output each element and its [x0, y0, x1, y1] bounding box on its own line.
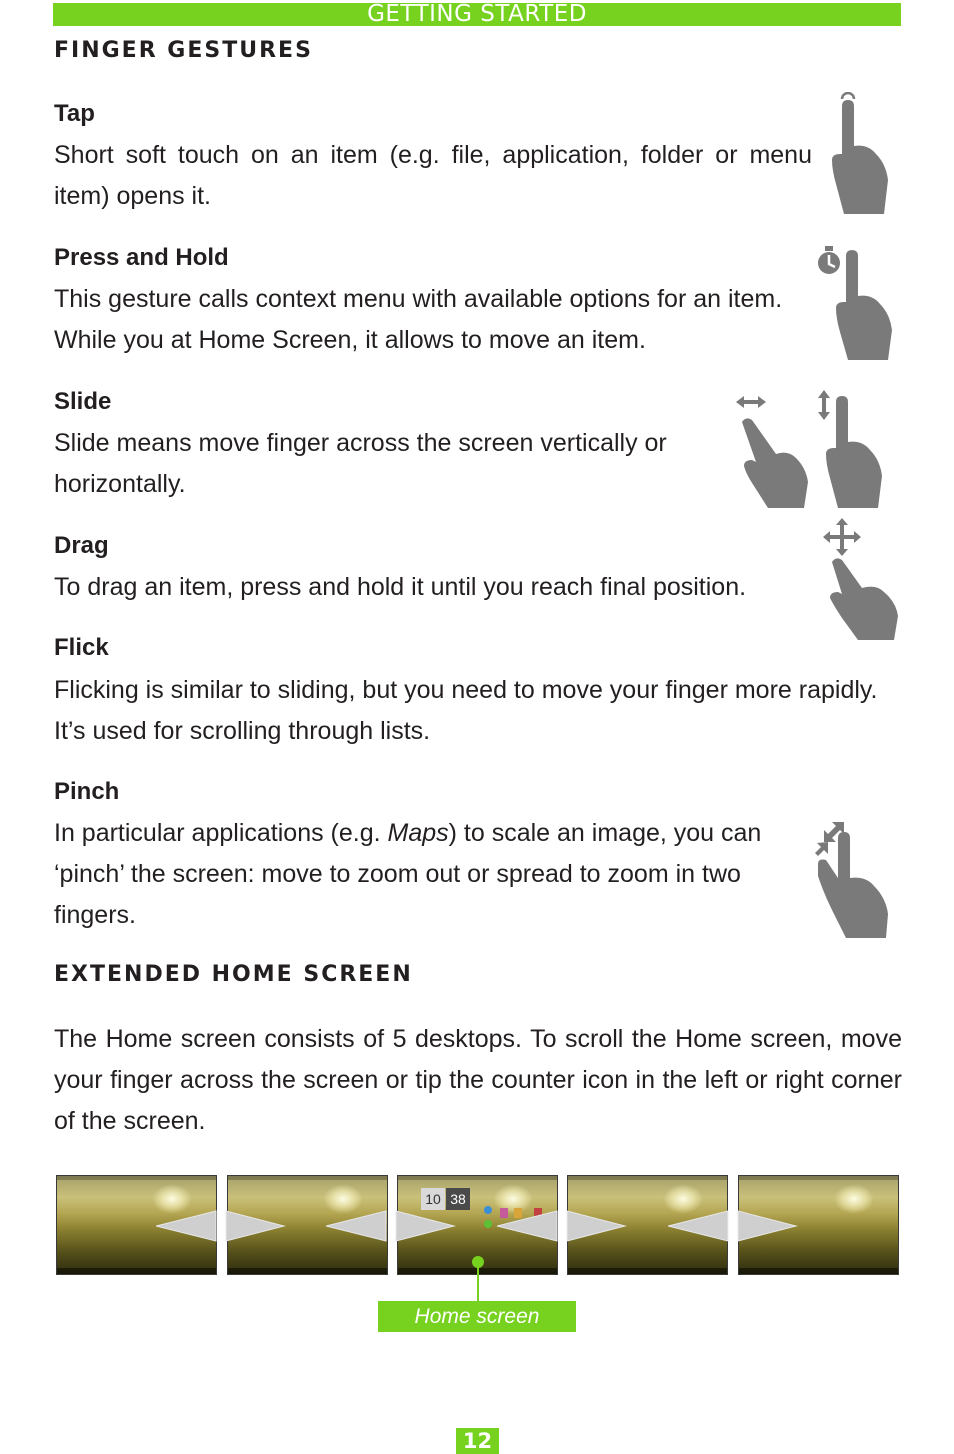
home-screen-callout-line [477, 1262, 479, 1302]
page-number: 12 [456, 1428, 499, 1454]
gesture-title-press-hold: Press and Hold [54, 244, 229, 271]
scroll-arrow-1-icon [156, 1209, 286, 1243]
clock-minutes: 38 [446, 1188, 470, 1210]
section-title-finger-gestures: FINGER GESTURES [54, 38, 313, 63]
clock-hours: 10 [421, 1188, 445, 1210]
gesture-text-pinch: In particular applications (e.g. Maps) to scale an image, you can ‘pinch’ the screen: move to zoom out or spread to zoom in two fingers. [54, 819, 762, 929]
gesture-title-drag: Drag [54, 532, 109, 559]
drag-hand-icon [812, 516, 900, 642]
gesture-text-slide: Slide means move finger across the screen vertically or horizontally. [54, 429, 667, 498]
gesture-text-flick: Flicking is similar to sliding, but you need to move your finger more rapidly. It’s used for scrolling through lists. [54, 676, 878, 745]
section-title-extended-home: EXTENDED HOME SCREEN [54, 962, 413, 987]
maps-app-name: Maps [387, 819, 449, 847]
slide-horizontal-hand-icon [724, 388, 810, 510]
chapter-header: GETTING STARTED [53, 3, 901, 26]
gesture-text-press-hold: This gesture calls context menu with available options for an item. While you at Home Screen, it allows to move an item. [54, 285, 783, 354]
gesture-title-pinch: Pinch [54, 778, 120, 805]
home-screen-callout-dot [472, 1256, 484, 1268]
slide-vertical-hand-icon [814, 388, 886, 510]
gesture-text-drag: To drag an item, press and hold it until you reach final position. [54, 573, 747, 601]
gesture-title-tap: Tap [54, 100, 95, 127]
home-clock-widget [421, 1188, 471, 1210]
scroll-arrow-3-icon [497, 1209, 627, 1243]
pinch-hand-icon [812, 818, 900, 940]
extended-home-text: The Home screen consists of 5 desktops. To scroll the Home screen, move your finger across the screen or tip the counter icon in the left or right corner of the screen. [54, 1025, 902, 1135]
scroll-arrow-4-icon [668, 1209, 798, 1243]
tap-hand-icon [826, 92, 898, 214]
home-screen-callout-label: Home screen [378, 1301, 576, 1332]
gesture-title-slide: Slide [54, 388, 112, 415]
gesture-title-flick: Flick [54, 634, 109, 661]
gesture-text-tap: Short soft touch on an item (e.g. file, application, folder or menu item) opens it. [54, 141, 812, 210]
press-hold-hand-icon [814, 242, 898, 362]
scroll-arrow-2-icon [326, 1209, 456, 1243]
